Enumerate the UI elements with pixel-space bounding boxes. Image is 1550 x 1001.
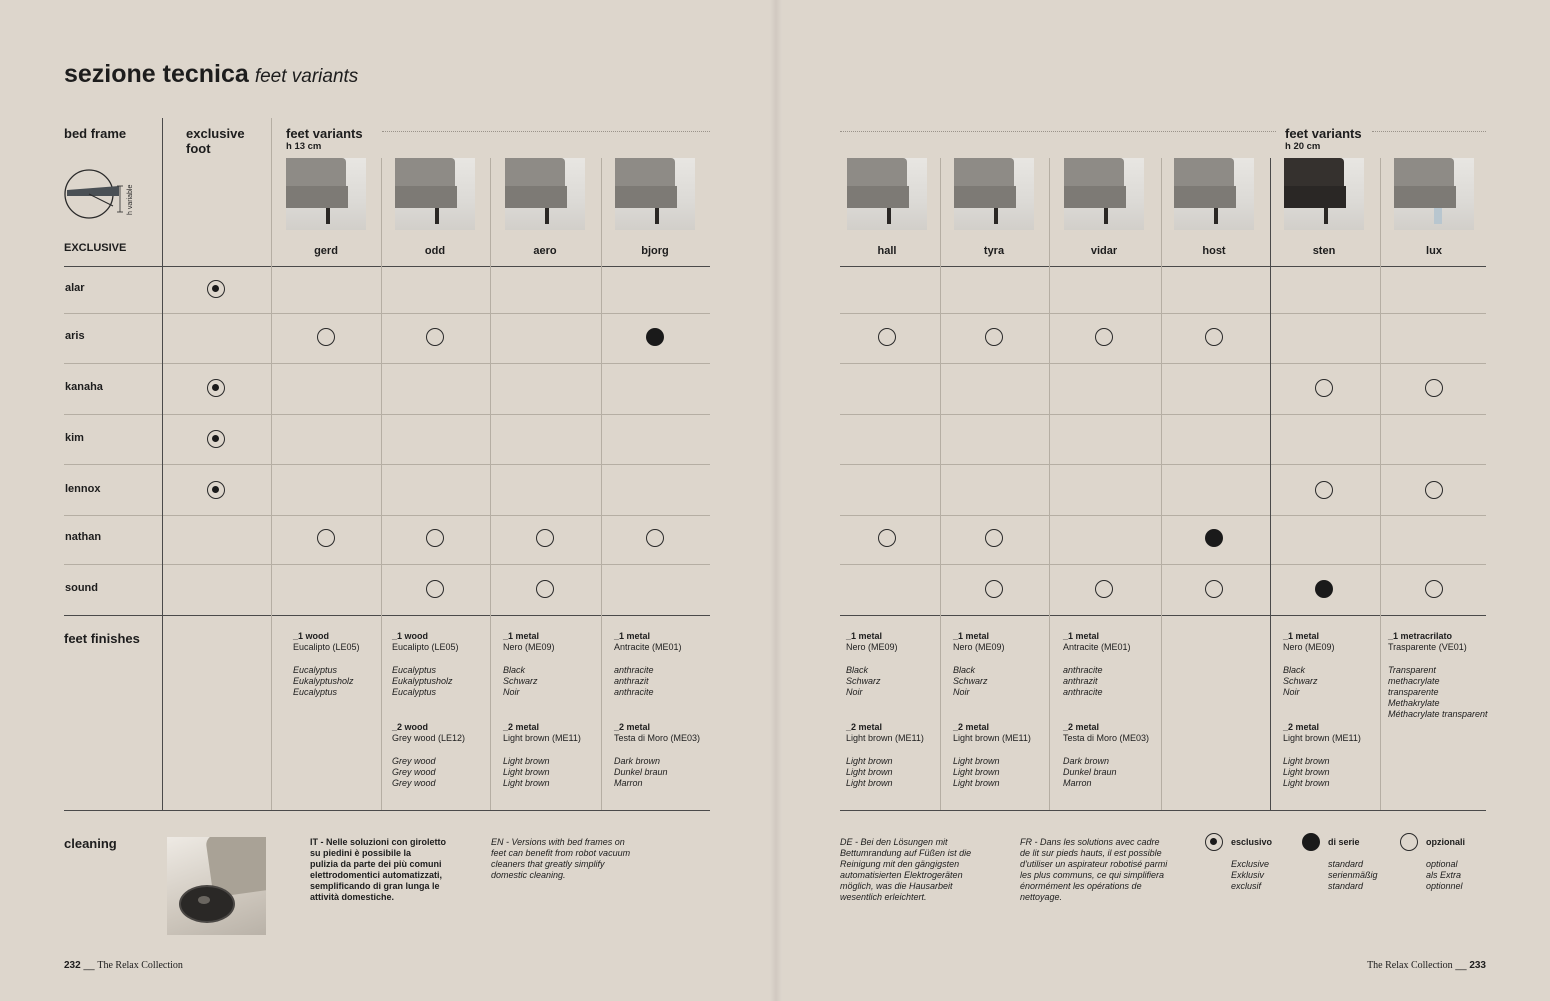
finish-translation: Light brown — [1283, 756, 1330, 766]
photo-cushion — [1284, 158, 1344, 186]
finish-translation: Eucalyptus — [293, 665, 338, 675]
robot-vacuum-photo — [167, 837, 266, 935]
text-line: DE - Bei den Lösungen mit — [840, 837, 948, 847]
legend-optional-label: opzionali — [1426, 837, 1465, 847]
text-line: optionnel — [1426, 881, 1463, 891]
finish-translation: Grey wood — [392, 756, 436, 766]
finish-translation: Light brown — [846, 756, 893, 766]
finish-code: Light brown (ME11) — [1283, 733, 1361, 743]
finish-translation: Light brown — [503, 767, 550, 777]
photo-leg — [994, 208, 998, 224]
text-line: domestic cleaning. — [491, 870, 566, 880]
finish-translation: Light brown — [503, 778, 550, 788]
row-rule-right — [840, 615, 1486, 616]
text-line: standard — [1328, 859, 1364, 869]
finish-spacer — [503, 698, 613, 722]
finish-translation: anthracite — [614, 687, 654, 697]
finish-title: _2 metal — [503, 722, 540, 732]
finish-translation: Transparent methacrylate — [1388, 665, 1440, 686]
legend-standard-translations — [1328, 859, 1378, 892]
row-kanaha: kanaha — [65, 381, 103, 393]
optional-symbol-icon — [985, 529, 1003, 547]
finish-code: Testa di Moro (ME03) — [1063, 733, 1150, 743]
finish-translation: Eucalyptus — [293, 687, 338, 697]
finish-translation: Dunkel braun — [614, 767, 668, 777]
text-line: pulizia da parte dei più comuni — [310, 859, 442, 869]
page-title — [64, 60, 358, 89]
finish-sten — [1283, 631, 1393, 789]
header-dotted-line-left — [382, 131, 710, 132]
column-lux: lux — [1426, 245, 1442, 257]
finish-translation: Dunkel braun — [1063, 767, 1117, 777]
text-line: su piedini è possibile la — [310, 848, 412, 858]
finish-tyra — [953, 631, 1063, 789]
text-line: möglich, was die Hausarbeit — [840, 881, 953, 891]
finish-translation: anthracite — [1063, 687, 1103, 697]
photo-cushion — [505, 158, 565, 186]
photo-leg — [1434, 208, 1442, 224]
optional-symbol-icon — [1425, 481, 1443, 499]
finish-lux — [1388, 631, 1488, 720]
finish-title: _2 metal — [1063, 722, 1100, 732]
row-rule-right — [840, 515, 1486, 516]
finish-translation: Light brown — [846, 767, 893, 777]
feet-variants-right-label: feet variants — [1285, 126, 1362, 141]
text-line: als Extra — [1426, 870, 1462, 880]
text-line: wesentlich erleichtert. — [840, 892, 927, 902]
text-line: semplificando di gran lunga le — [310, 881, 440, 891]
finish-title: _1 wood — [293, 631, 330, 641]
row-aris: aris — [65, 330, 85, 342]
optional-symbol-icon — [426, 580, 444, 598]
finish-translation: Eucalyptus — [392, 687, 437, 697]
finish-code: Trasparente (VE01) — [1388, 642, 1467, 652]
robot-vacuum-shape — [179, 885, 235, 923]
finish-translation: Light brown — [1283, 767, 1330, 777]
finish-translation: Black — [953, 665, 976, 675]
optional-symbol-icon — [1315, 481, 1333, 499]
finish-vidar — [1063, 631, 1173, 789]
finish-title: _1 wood — [392, 631, 429, 641]
finish-title: _2 metal — [953, 722, 990, 732]
photo-cushion — [1174, 158, 1234, 186]
row-rule-right — [840, 464, 1486, 465]
row-rule-right — [840, 414, 1486, 415]
exclusive-label: EXCLUSIVE — [64, 242, 127, 254]
row-rule-left — [64, 313, 710, 314]
row-kim: kim — [65, 432, 84, 444]
photo-base — [615, 186, 677, 208]
finish-code: Testa di Moro (ME03) — [614, 733, 701, 743]
finish-translation: Méthacrylate transparent — [1388, 709, 1488, 719]
finish-translation: Marron — [1063, 778, 1092, 788]
row-rule-right — [840, 564, 1486, 565]
photo-cushion — [615, 158, 675, 186]
photo-base — [395, 186, 457, 208]
row-rule-left — [64, 515, 710, 516]
optional-symbol-icon — [1425, 379, 1443, 397]
header-dotted-line-right — [840, 131, 1276, 132]
text-line: elettrodomentici automatizzati, — [310, 870, 443, 880]
page-number-right: 233 — [1469, 960, 1486, 971]
feet-variants-left-height: h 13 cm — [286, 141, 322, 152]
cleaning-text-de — [840, 837, 971, 903]
finishes-bottom-rule-left — [64, 810, 710, 811]
standard-symbol-icon — [1205, 529, 1223, 547]
finish-code: Nero (ME09) — [846, 642, 898, 652]
exclusive-foot-header: exclusive foot — [186, 126, 245, 156]
exclusive-symbol-icon — [207, 481, 225, 499]
optional-symbol-icon — [1205, 328, 1223, 346]
optional-symbol-icon — [878, 328, 896, 346]
column-hall: hall — [877, 245, 897, 257]
finish-translation: Eukalyptusholz — [392, 676, 453, 686]
optional-symbol-icon — [426, 529, 444, 547]
column-gerd: gerd — [314, 245, 338, 257]
text-line: Reinigung mit den gängigsten — [840, 859, 960, 869]
photo-leg — [326, 208, 330, 224]
feet-finishes-label: feet finishes — [64, 631, 140, 646]
finish-translation: Marron — [614, 778, 643, 788]
finish-translation: Noir — [846, 687, 863, 697]
photo-gerd — [286, 158, 366, 230]
row-rule-left — [64, 615, 710, 616]
photo-aero — [505, 158, 585, 230]
optional-symbol-icon — [1095, 580, 1113, 598]
finish-translation: Black — [1283, 665, 1306, 675]
row-alar: alar — [65, 282, 85, 294]
row-rule-left — [64, 564, 710, 565]
legend-exclusive-icon — [1205, 833, 1223, 851]
photo-base — [1174, 186, 1236, 208]
finish-translation: Grey wood — [392, 778, 436, 788]
photo-leg — [1214, 208, 1218, 224]
finishes-bottom-rule-right — [840, 810, 1486, 811]
legend-exclusive-translations — [1231, 859, 1269, 892]
optional-symbol-icon — [317, 529, 335, 547]
feet-variants-right-height: h 20 cm — [1285, 141, 1321, 152]
row-rule-left — [64, 363, 710, 364]
legend-standard-label: di serie — [1328, 837, 1360, 847]
photo-tyra — [954, 158, 1034, 230]
optional-symbol-icon — [1425, 580, 1443, 598]
finish-code: Eucalipto (LE05) — [392, 642, 459, 652]
header-rule-left — [64, 266, 710, 267]
exclusive-symbol-icon — [207, 280, 225, 298]
photo-base — [1284, 186, 1346, 208]
footer-right: The Relax Collection __ 233 — [1367, 960, 1486, 971]
finish-translation: Light brown — [953, 756, 1000, 766]
text-line: Exklusiv — [1231, 870, 1265, 880]
finish-translation: anthrazit — [614, 676, 649, 686]
photo-leg — [887, 208, 891, 224]
legend-optional-icon — [1400, 833, 1418, 851]
photo-leg — [545, 208, 549, 224]
legend-standard-icon — [1302, 833, 1320, 851]
footer-left: 232 __ The Relax Collection — [64, 960, 183, 971]
finish-title: _1 metal — [1063, 631, 1100, 641]
title-main: sezione tecnica — [64, 60, 249, 88]
column-tyra: tyra — [983, 245, 1005, 257]
optional-symbol-icon — [317, 328, 335, 346]
column-vidar: vidar — [1090, 245, 1118, 257]
finish-translation: Black — [846, 665, 869, 675]
text-line: feet can benefit from robot vacuum — [491, 848, 631, 858]
cleaning-text-fr — [1020, 837, 1167, 903]
photo-base — [505, 186, 567, 208]
feet-variants-left-label: feet variants — [286, 126, 363, 141]
optional-symbol-icon — [536, 529, 554, 547]
row-sound: sound — [65, 582, 98, 594]
bed-frame-header: bed frame — [64, 126, 127, 141]
finish-translation: Schwarz — [846, 676, 881, 686]
finish-title: _2 metal — [846, 722, 883, 732]
finish-translation: anthracite — [614, 665, 654, 675]
photo-cushion — [954, 158, 1014, 186]
cleaning-text-it — [310, 837, 446, 903]
standard-symbol-icon — [1315, 580, 1333, 598]
text-line: cleaners that greatly simplify — [491, 859, 605, 869]
finish-translation: Light brown — [503, 756, 550, 766]
photo-leg — [1324, 208, 1328, 224]
footer-right-text: The Relax Collection — [1367, 960, 1453, 971]
optional-symbol-icon — [646, 529, 664, 547]
finish-gerd — [293, 631, 403, 698]
text-line: nettoyage. — [1020, 892, 1063, 902]
finish-translation: Black — [503, 665, 526, 675]
photo-hall — [847, 158, 927, 230]
photo-base — [1064, 186, 1126, 208]
finish-title: _1 metal — [503, 631, 540, 641]
finish-code: Light brown (ME11) — [953, 733, 1031, 743]
finish-translation: Noir — [1283, 687, 1300, 697]
legend-exclusive-label: esclusivo — [1231, 837, 1273, 847]
finish-translation: anthracite — [1063, 665, 1103, 675]
column-bjorg: bjorg — [641, 245, 669, 257]
row-rule-left — [64, 414, 710, 415]
photo-base — [847, 186, 909, 208]
finish-code: Eucalipto (LE05) — [293, 642, 360, 652]
finish-title: _1 metal — [953, 631, 990, 641]
cleaning-label: cleaning — [64, 836, 117, 851]
text-line: d'utiliser un aspirateur robotisé parmi — [1020, 859, 1168, 869]
finish-translation: Light brown — [953, 778, 1000, 788]
finish-translation: Schwarz — [1283, 676, 1318, 686]
photo-host — [1174, 158, 1254, 230]
text-line: énormément les opérations de — [1020, 881, 1142, 891]
finish-code: Light brown (ME11) — [503, 733, 581, 743]
feet-variants-right-header — [1285, 126, 1362, 152]
column-aero: aero — [533, 245, 557, 257]
finish-hall — [846, 631, 956, 789]
finish-title: _1 metal — [846, 631, 883, 641]
robot-vacuum-button — [198, 896, 210, 904]
photo-cushion — [395, 158, 455, 186]
finish-title: _1 metracrilato — [1388, 631, 1453, 641]
photo-base — [286, 186, 348, 208]
photo-vidar — [1064, 158, 1144, 230]
finish-title: _2 metal — [614, 722, 651, 732]
column-host: host — [1202, 245, 1226, 257]
finish-spacer — [392, 698, 502, 722]
photo-bjorg — [615, 158, 695, 230]
finish-code: Grey wood (LE12) — [392, 733, 466, 743]
finish-spacer — [846, 698, 956, 722]
finish-translation: Dark brown — [1063, 756, 1110, 766]
text-line: optional — [1426, 859, 1458, 869]
finish-code: Antracite (ME01) — [1063, 642, 1131, 652]
standard-symbol-icon — [646, 328, 664, 346]
finish-code: Light brown (ME11) — [846, 733, 924, 743]
optional-symbol-icon — [878, 529, 896, 547]
col-sep-exclusive — [271, 118, 272, 810]
column-odd: odd — [424, 245, 446, 257]
col-sep-left — [381, 158, 382, 810]
finish-translation: Light brown — [953, 767, 1000, 777]
bed-frame-diagram — [63, 168, 143, 220]
finish-translation: Dark brown — [614, 756, 661, 766]
photo-cushion — [1064, 158, 1124, 186]
finish-code: Nero (ME09) — [1283, 642, 1335, 652]
optional-symbol-icon — [536, 580, 554, 598]
photo-lux — [1394, 158, 1474, 230]
row-rule-right — [840, 313, 1486, 314]
text-line: attività domestiche. — [310, 892, 395, 902]
photo-cushion — [1394, 158, 1454, 186]
photo-cushion — [286, 158, 346, 186]
row-rule-left — [64, 464, 710, 465]
optional-symbol-icon — [1095, 328, 1113, 346]
header-dotted-line-right-end — [1372, 131, 1486, 132]
finish-translation: Eukalyptusholz — [293, 676, 354, 686]
finish-translation: Grey wood — [392, 767, 436, 777]
finish-spacer — [1063, 698, 1173, 722]
finish-translation: Light brown — [846, 778, 893, 788]
finish-translation: Eucalyptus — [392, 665, 437, 675]
finish-spacer — [614, 698, 724, 722]
feet-variants-left-header — [286, 126, 363, 152]
photo-cushion — [847, 158, 907, 186]
photo-odd — [395, 158, 475, 230]
finish-spacer — [953, 698, 1063, 722]
exclusive-symbol-icon — [207, 379, 225, 397]
text-line: FR - Dans les solutions avec cadre — [1020, 837, 1160, 847]
text-line: serienmäßig — [1328, 870, 1378, 880]
text-line: Exclusive — [1231, 859, 1270, 869]
finish-translation: Noir — [503, 687, 520, 697]
text-line: exclusif — [1231, 881, 1262, 891]
finish-translation: Light brown — [1283, 778, 1330, 788]
photo-sten — [1284, 158, 1364, 230]
finish-aero — [503, 631, 613, 789]
photo-base — [954, 186, 1016, 208]
header-rule-right — [840, 266, 1486, 267]
text-line: les plus communs, ce qui simplifiera — [1020, 870, 1165, 880]
text-line: Bettumrandung auf Füßen ist die — [840, 848, 972, 858]
cleaning-text-en — [491, 837, 630, 881]
finish-translation: Noir — [953, 687, 970, 697]
photo-leg — [1104, 208, 1108, 224]
col-sep-bedframe — [162, 118, 163, 810]
finish-translation: anthrazit — [1063, 676, 1098, 686]
row-nathan: nathan — [65, 531, 102, 543]
text-line: IT - Nelle soluzioni con giroletto — [310, 837, 447, 847]
row-rule-right — [840, 363, 1486, 364]
finish-translation: Schwarz — [503, 676, 538, 686]
finish-bjorg — [614, 631, 724, 789]
finish-title: _1 metal — [614, 631, 651, 641]
col-sep-h20 — [1270, 158, 1271, 810]
finish-odd — [392, 631, 502, 789]
photo-leg — [435, 208, 439, 224]
legend-optional-translations — [1426, 859, 1463, 892]
finish-translation: Schwarz — [953, 676, 988, 686]
optional-symbol-icon — [426, 328, 444, 346]
finish-code: Antracite (ME01) — [614, 642, 682, 652]
photo-leg — [655, 208, 659, 224]
optional-symbol-icon — [1315, 379, 1333, 397]
optional-symbol-icon — [1205, 580, 1223, 598]
finish-translation: transparente Methakrylate — [1388, 687, 1440, 708]
finish-spacer — [1283, 698, 1393, 722]
finish-title: _2 wood — [392, 722, 429, 732]
finish-code: Nero (ME09) — [953, 642, 1005, 652]
page-number-left: 232 — [64, 960, 81, 971]
text-line: automatisierten Elektrogeräten — [840, 870, 963, 880]
text-line: standard — [1328, 881, 1364, 891]
text-line: de lit sur pieds hauts, il est possible — [1020, 848, 1162, 858]
optional-symbol-icon — [985, 328, 1003, 346]
photo-base — [1394, 186, 1456, 208]
finish-code: Nero (ME09) — [503, 642, 555, 652]
column-sten: sten — [1312, 245, 1336, 257]
h-variable-label: h variable — [127, 184, 134, 215]
optional-symbol-icon — [985, 580, 1003, 598]
finish-title: _1 metal — [1283, 631, 1320, 641]
title-sub: feet variants — [254, 66, 359, 87]
footer-left-text: The Relax Collection — [97, 960, 183, 971]
page-gutter — [770, 0, 782, 1001]
exclusive-symbol-icon — [207, 430, 225, 448]
row-lennox: lennox — [65, 483, 101, 495]
text-line: EN - Versions with bed frames on — [491, 837, 625, 847]
finish-title: _2 metal — [1283, 722, 1320, 732]
